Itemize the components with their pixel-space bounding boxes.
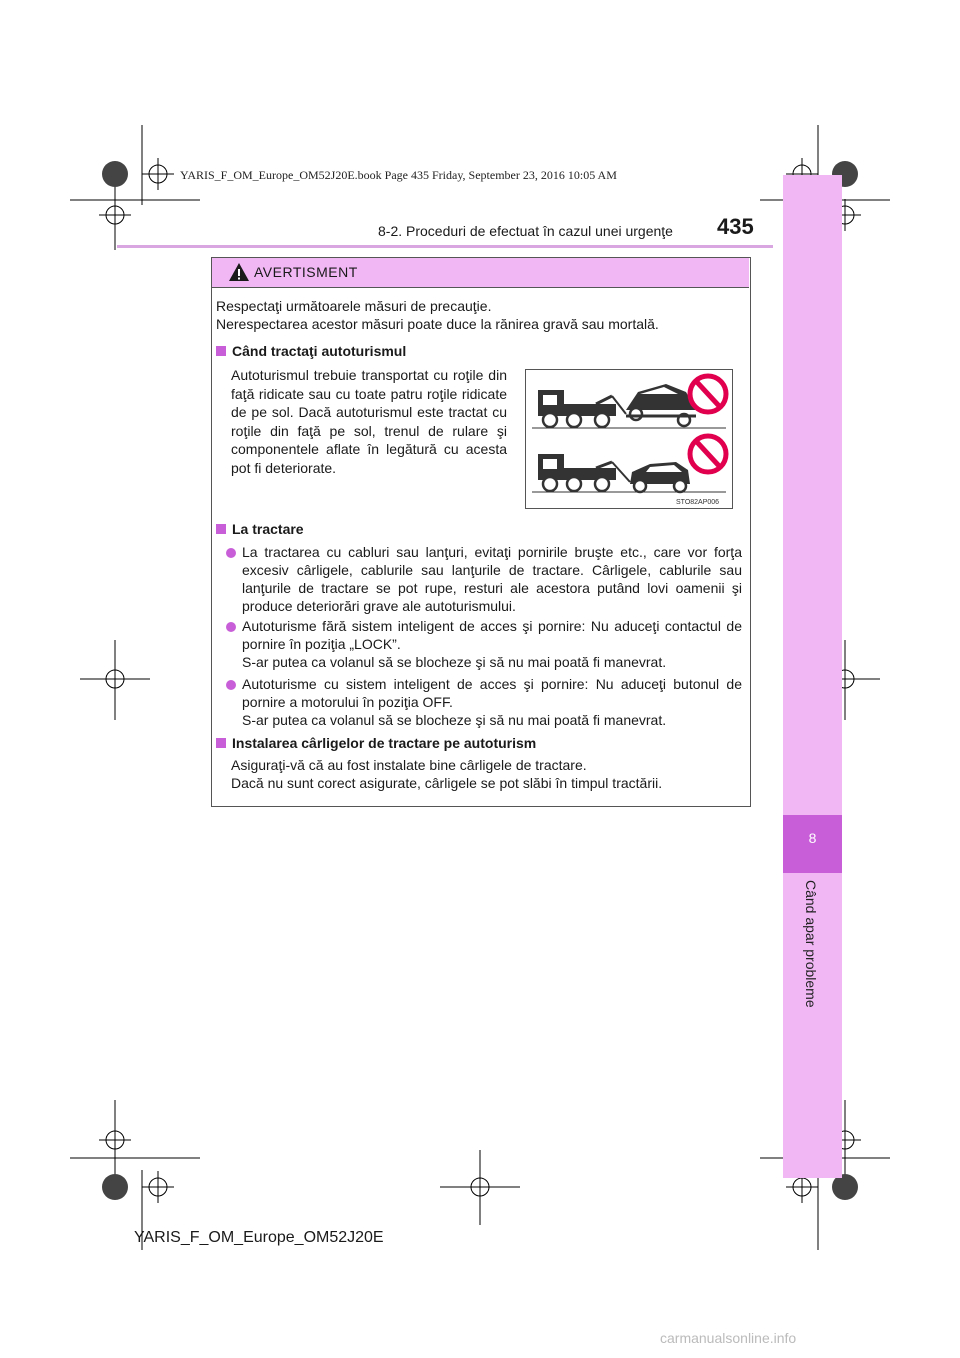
tow-truck-bottom <box>538 454 630 491</box>
prohibition-sign-bottom <box>690 436 726 472</box>
towed-car-top <box>626 384 696 426</box>
chapter-side-tab <box>783 175 842 1178</box>
section-heading-while-towing <box>216 520 304 538</box>
tow-truck-top <box>538 390 626 427</box>
towed-car-bottom <box>630 462 690 492</box>
warning-intro-line2: Nerespectarea acestor măsuri poate duce la rănirea gravă sau mortală. <box>216 316 659 332</box>
footer-doc-id: YARIS_F_OM_Europe_OM52J20E <box>134 1229 384 1246</box>
hooks-line1: Asiguraţi-vă că au fost instalate bine cârligele de tractare. <box>231 757 587 773</box>
section-heading-while-towing-text: La tractare <box>232 521 304 537</box>
square-bullet-icon <box>216 524 226 534</box>
warning-triangle-icon <box>228 262 250 282</box>
header-rule <box>117 245 773 248</box>
towing-body: Autoturismul trebuie transportat cu roţile din faţă ridicate sau cu toate patru roţile ridicate de pe sol. Dacă autoturismul este tractat cu roţile din faţă pe sol, trenul de rulare şi componentele aflate în legătură cu acesta pot fi deteriorate. <box>231 367 507 476</box>
square-bullet-icon <box>216 346 226 356</box>
round-bullet-icon <box>226 622 236 632</box>
square-bullet-icon <box>216 738 226 748</box>
section-heading-hooks <box>216 734 536 752</box>
hooks-body <box>231 756 741 792</box>
bullet-smart-key-line1: Autoturisme cu sistem inteligent de acces şi pornire: Nu aduceţi butonul de pornire a motorului în poziţia OFF. <box>242 676 742 710</box>
bullet-smart-key-line2: S-ar putea ca volanul să se blocheze şi să nu mai poată fi manevrat. <box>242 712 667 728</box>
chapter-label: Când apar probleme <box>803 880 819 1008</box>
towing-figure <box>525 369 733 509</box>
page-number: 435 <box>717 214 754 239</box>
bullet-no-smart-key-line2: S-ar putea ca volanul să se blocheze şi să nu mai poată fi manevrat. <box>242 654 667 670</box>
bullet-smart-key <box>242 675 742 729</box>
section-heading-hooks-text: Instalarea cârligelor de tractare pe autoturism <box>232 735 537 751</box>
prohibition-sign-top <box>690 376 726 412</box>
bullet-no-smart-key-line1: Autoturisme fără sistem inteligent de acces şi pornire: Nu aduceţi contactul de pornire în poziţia „LOCK”. <box>242 618 742 652</box>
warning-intro <box>216 297 741 333</box>
tow-truck-illustration <box>526 370 732 508</box>
hooks-line2: Dacă nu sunt corect asigurate, cârligele se pot slăbi în timpul tractării. <box>231 775 663 791</box>
watermark: carmanualsonline.info <box>660 1330 797 1346</box>
warning-title: AVERTISMENT <box>254 264 358 280</box>
chapter-number: 8 <box>808 830 817 846</box>
section-title: 8-2. Proceduri de efectuat în cazul unei urgenţe <box>378 223 673 239</box>
section-heading-towing <box>216 342 406 360</box>
print-info: YARIS_F_OM_Europe_OM52J20E.book Page 435 Friday, September 23, 2016 10:05 AM <box>180 168 617 182</box>
round-bullet-icon <box>226 548 236 558</box>
warning-intro-line1: Respectaţi următoarele măsuri de precauţie. <box>216 298 492 314</box>
bullet-no-smart-key <box>242 617 742 671</box>
section-heading-towing-text: Când tractaţi autoturismul <box>232 343 407 359</box>
bullet-towing-cables: La tractarea cu cabluri sau lanţuri, evitaţi pornirile bruşte etc., care vor forţa excesiv cârligele, cablurile sau lanţurile de tractare. Cârligele, cablurile sau lanţurile de tractare se pot rupe, resturi ale acestora putând lovi oamenii şi produce deteriorări grave ale autoturismului. <box>242 544 742 614</box>
round-bullet-icon <box>226 680 236 690</box>
figure-code: STO82AP006 <box>676 499 720 506</box>
